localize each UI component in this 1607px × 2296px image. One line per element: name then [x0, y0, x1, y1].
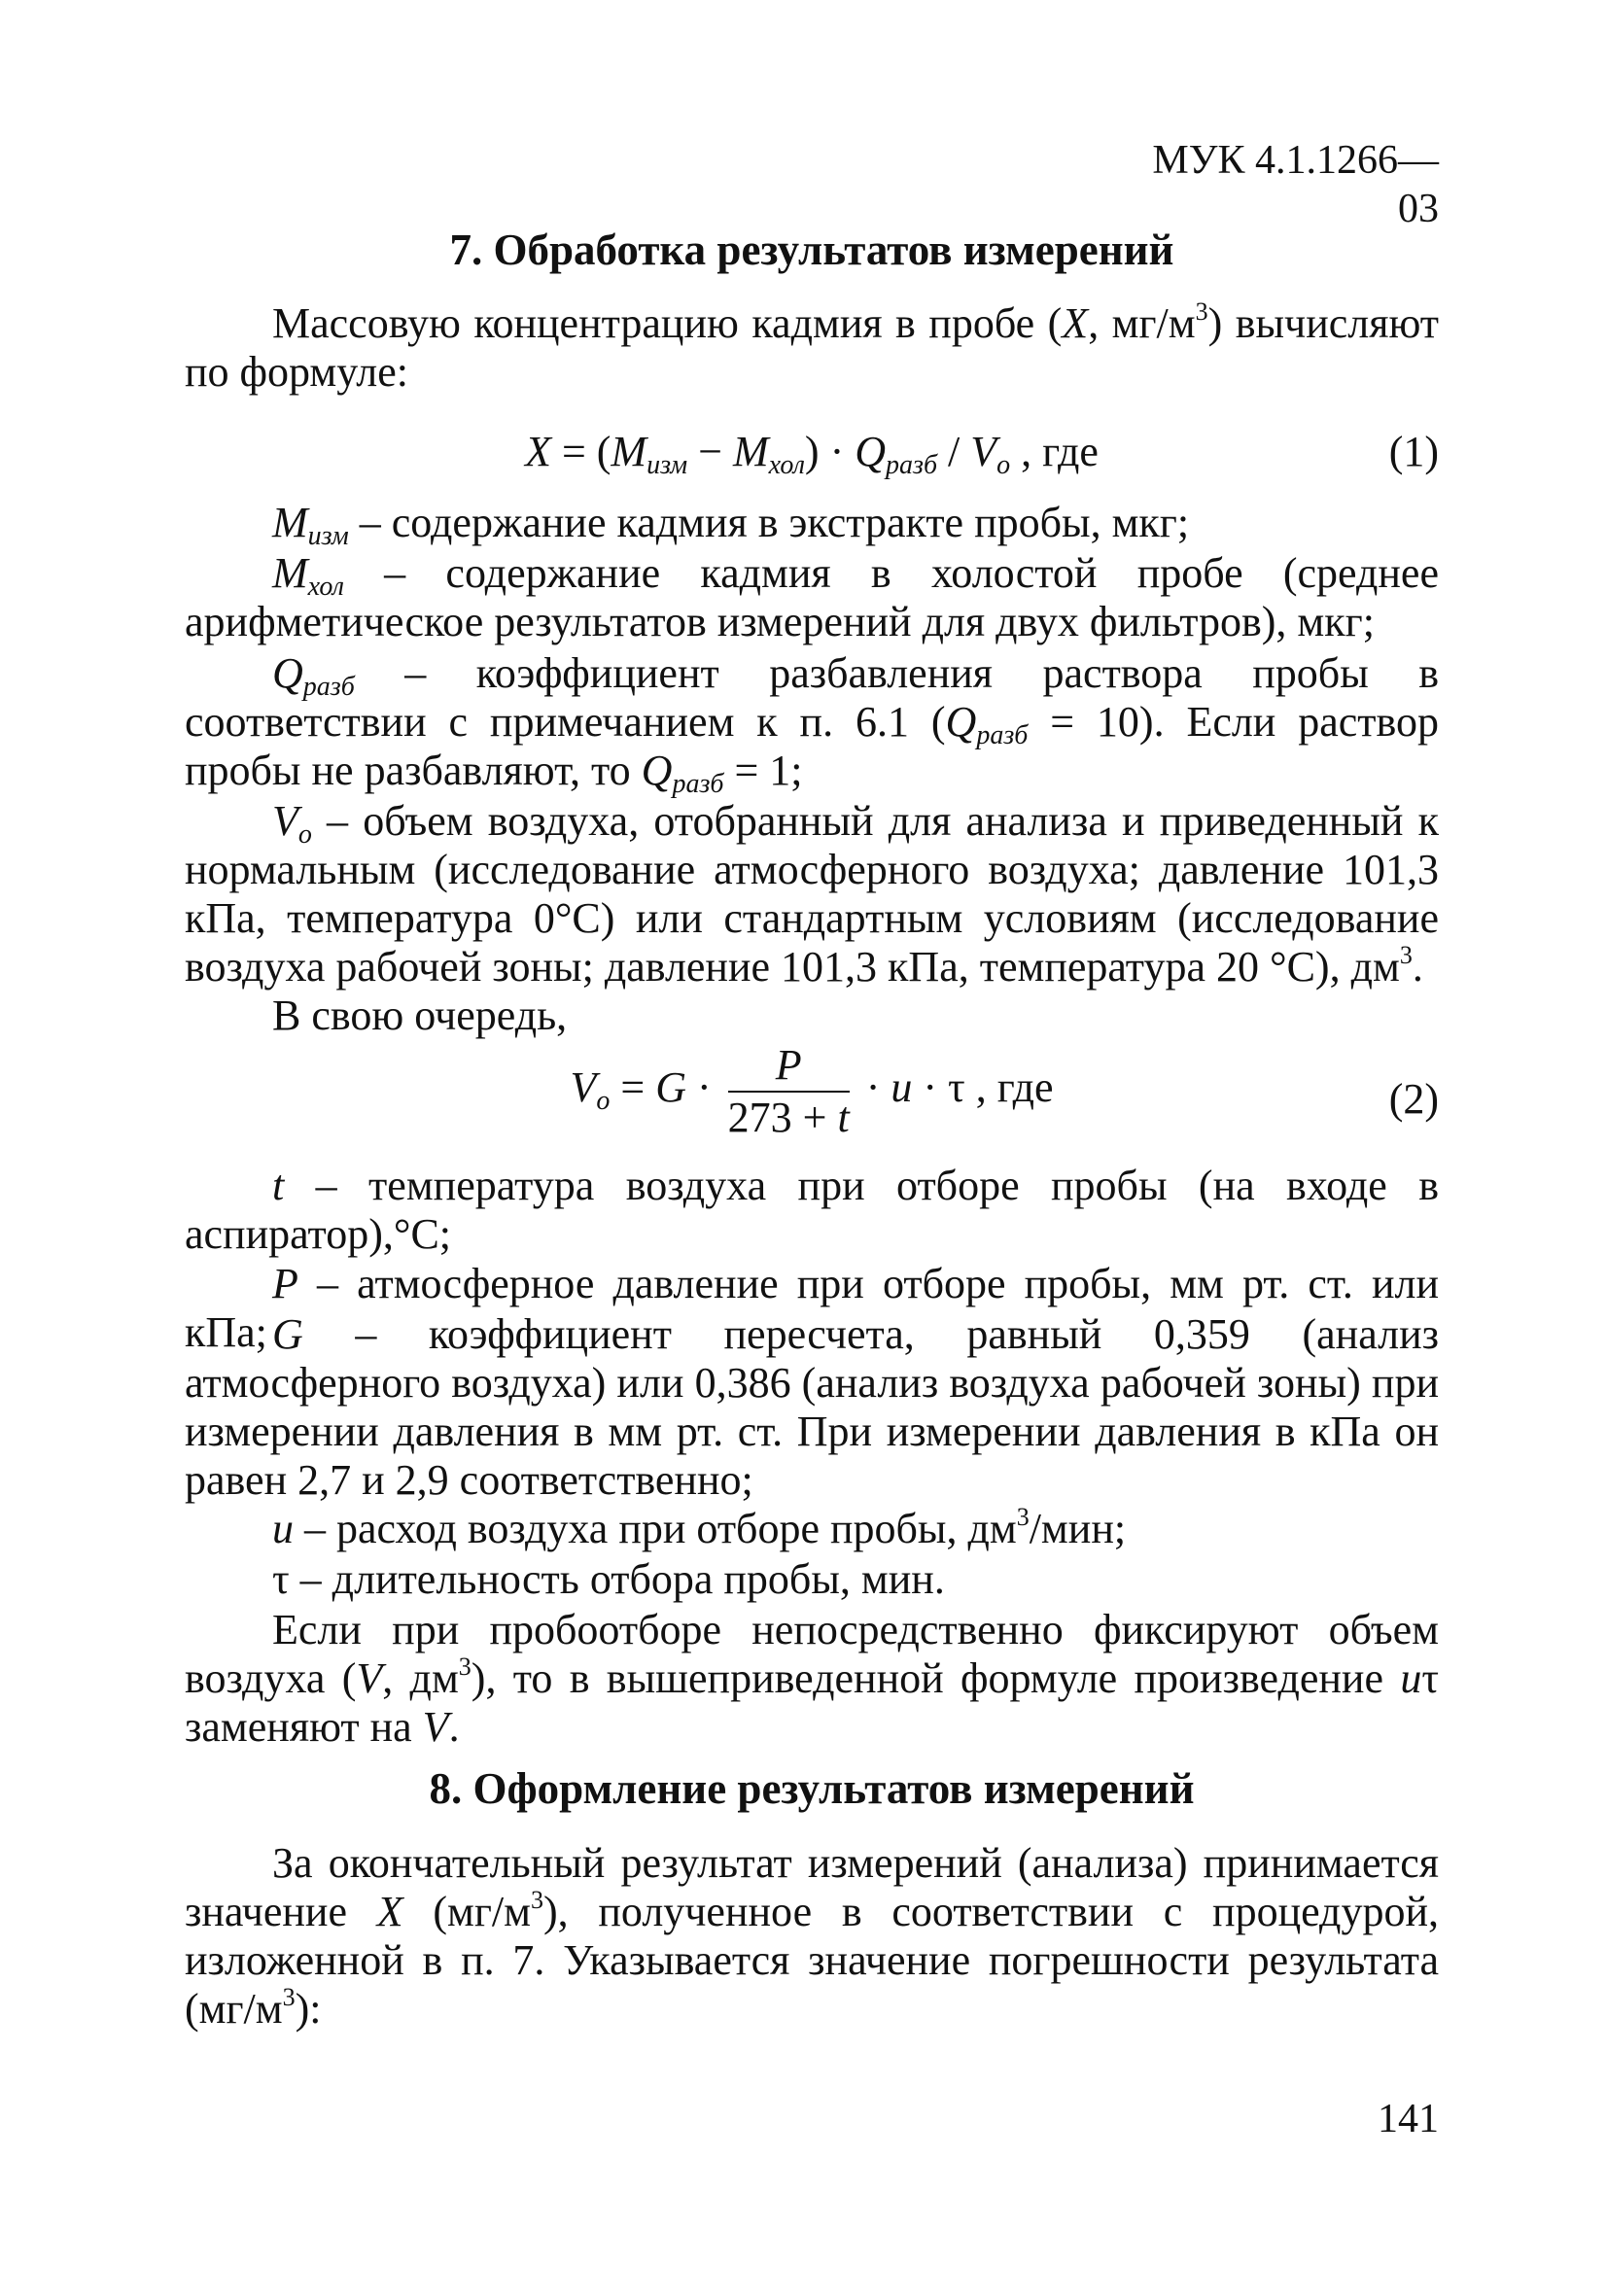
definition-q-razb: $Q_{разб}$ – коэффициент разбавления раствора пробы в соответствии с примечанием к п. 6.1 $(Q_{разб} = 10)$. Если раствор пробы не разбавляют, то $Q_{разб} = 1$;	[185, 649, 1440, 799]
definition-v-o: $V_o$ – объем воздуха, отобранный для анализа и приведенный к нормальным (исследование атмосферного воздуха; давление 101,3 кПа, температура 0°С) или стандартным условиям (исследование воздуха рабочей зоны; давление 101,3 кПа, температура 20 °С), $дм^3$.	[185, 797, 1439, 991]
definition-g: G – коэффициент пересчета, равный 0,359 (анализ атмосферного воздуха) или 0,386 (анализ воздуха рабочей зоны) при измерении давления в мм рт. ст. При измерении давления в кПа он равен 2,7 и 2,9 соответственно;	[185, 1310, 1439, 1504]
definition-tau: τ – длительность отбора пробы, мин.	[272, 1555, 945, 1603]
section-7-title: 7. Обработка результатов измерений	[449, 226, 1174, 274]
section-8-text: За окончательный результат измерений (анализа) принимается значение X $(мг/м^3)$, полученное в соответствии с процедурой, изложенной в п. 7. Указывается значение погрешности результата $(мг/м^3)$:	[185, 1839, 1439, 2033]
formula-2-denominator: 273 + t	[727, 1094, 850, 1141]
definition-p: P – атмосферное давление при отборе пробы, мм рт. ст. или кПа;	[185, 1260, 1439, 1356]
document-code: МУК 4.1.1266—03	[1152, 138, 1439, 231]
definition-m-izm: $M_{изм}$ – содержание кадмия в экстракте пробы, мкг;	[272, 499, 1190, 551]
section-7-intro: Массовую концентрацию кадмия в пробе (X, $мг/м^3$) вычисляют по формуле:	[185, 297, 1439, 396]
definition-m-hol: $M_{хол}$ – содержание кадмия в холостой пробе (среднее арифметическое результатов измерений для двух фильтров), мкг;	[185, 549, 1439, 645]
formula-2-numerator: P	[728, 1040, 850, 1093]
formula-2-number: (2)	[1388, 1075, 1439, 1123]
page-number: 141	[1378, 2097, 1439, 2141]
transition-text: В свою очередь,	[272, 991, 568, 1039]
formula-2-fraction	[728, 1040, 850, 1143]
formula-2: $V_o = G$ · $\frac{P}{273 + t}$ · u · τ , где (2)	[570, 1041, 1439, 1141]
definition-t: t – температура воздуха при отборе пробы (на входе в аспиратор),°С;	[185, 1162, 1439, 1258]
closing-paragraph: Если при пробоотборе непосредственно фиксируют объем воздуха (V, $дм^3$), то в вышеприведенной формуле произведение uτ заменяют на V.	[185, 1606, 1439, 1751]
definition-u: u – расход воздуха при отборе пробы, $дм^3$/мин;	[272, 1503, 1127, 1552]
section-8-title: 8. Оформление результатов измерений	[429, 1764, 1195, 1813]
formula-1: $X = (M_{изм} - M_{хол}) \cdot Q_{разб} / V_o$ , где (1)	[525, 428, 1439, 480]
formula-1-number: (1)	[1388, 428, 1439, 475]
